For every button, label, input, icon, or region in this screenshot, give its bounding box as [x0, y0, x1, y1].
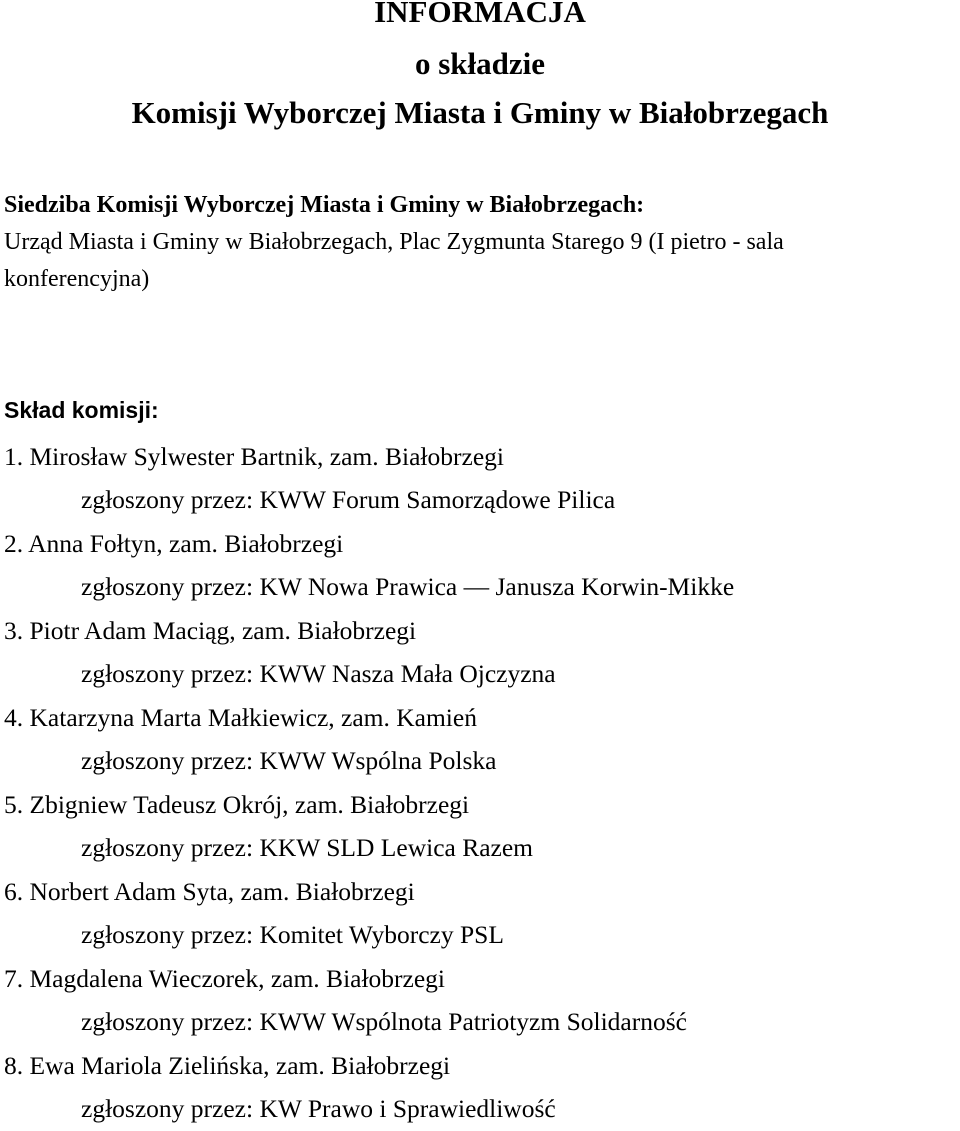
member-name-line: 8. Ewa Mariola Zielińska, zam. Białobrzegi [4, 1050, 451, 1080]
seat-label: Siedziba Komisji Wyborczej Miasta i Gminy w Białobrzegach: [4, 192, 645, 218]
member-item [4, 435, 954, 522]
nominating-committee: KWW Nasza Mała Ojczyzna [259, 659, 556, 688]
member-item [4, 870, 954, 957]
member-name-line: 3. Piotr Adam Maciąg, zam. Białobrzegi [4, 615, 417, 645]
seat-address-line-1: Urząd Miasta i Gminy w Białobrzegach, Plac Zygmunta Starego 9 (I pietro - sala [4, 229, 784, 255]
nominated-prefix: zgłoszony przez: [81, 485, 254, 514]
nominating-committee: KW Prawo i Sprawiedliwość [259, 1094, 556, 1123]
member-nominated-by [4, 1087, 954, 1131]
document-title: INFORMACJA [374, 0, 586, 29]
members-section [4, 389, 954, 1131]
member-nominated-by [4, 913, 954, 957]
seat-section [4, 187, 954, 298]
member-name-line: 4. Katarzyna Marta Małkiewicz, zam. Kamień [4, 702, 477, 732]
commission-name: Komisji Wyborczej Miasta i Gminy w Białobrzegach [131, 95, 829, 130]
nominating-committee: Komitet Wyborczy PSL [259, 920, 504, 949]
nominating-committee: KKW SLD Lewica Razem [259, 833, 534, 862]
member-nominated-by [4, 652, 954, 696]
member-name-line: 1. Mirosław Sylwester Bartnik, zam. Białobrzegi [4, 441, 504, 471]
member-name-line: 6. Norbert Adam Syta, zam. Białobrzegi [4, 876, 415, 906]
member-name-line: 7. Magdalena Wieczorek, zam. Białobrzegi [4, 963, 446, 993]
document-subtitle: o składzie [414, 46, 546, 81]
nominated-prefix: zgłoszony przez: [81, 833, 254, 862]
member-nominated-by [4, 478, 954, 522]
member-item [4, 957, 954, 1044]
members-title: Skład komisji: [4, 397, 159, 423]
member-nominated-by [4, 739, 954, 783]
seat-address-line-2: konferencyjna) [4, 266, 150, 292]
member-nominated-by [4, 565, 954, 609]
nominated-prefix: zgłoszony przez: [81, 746, 254, 775]
nominated-prefix: zgłoszony przez: [81, 1007, 254, 1036]
nominating-committee: KWW Wspólnota Patriotyzm Solidarność [259, 1007, 687, 1036]
nominated-prefix: zgłoszony przez: [81, 659, 254, 688]
nominating-committee: KW Nowa Prawica — Janusza Korwin-Mikke [259, 572, 735, 601]
nominated-prefix: zgłoszony przez: [81, 572, 254, 601]
nominating-committee: KWW Forum Samorządowe Pilica [259, 485, 616, 514]
member-name-line: 2. Anna Fołtyn, zam. Białobrzegi [4, 528, 344, 558]
nominated-prefix: zgłoszony przez: [81, 1094, 254, 1123]
member-name-line: 5. Zbigniew Tadeusz Okrój, zam. Białobrzegi [4, 789, 470, 819]
member-item [4, 522, 954, 609]
nominated-prefix: zgłoszony przez: [81, 920, 254, 949]
nominating-committee: KWW Wspólna Polska [259, 746, 497, 775]
member-item [4, 609, 954, 696]
member-nominated-by [4, 1000, 954, 1044]
member-item [4, 1044, 954, 1131]
member-nominated-by [4, 826, 954, 870]
member-item [4, 783, 954, 870]
member-item [4, 696, 954, 783]
